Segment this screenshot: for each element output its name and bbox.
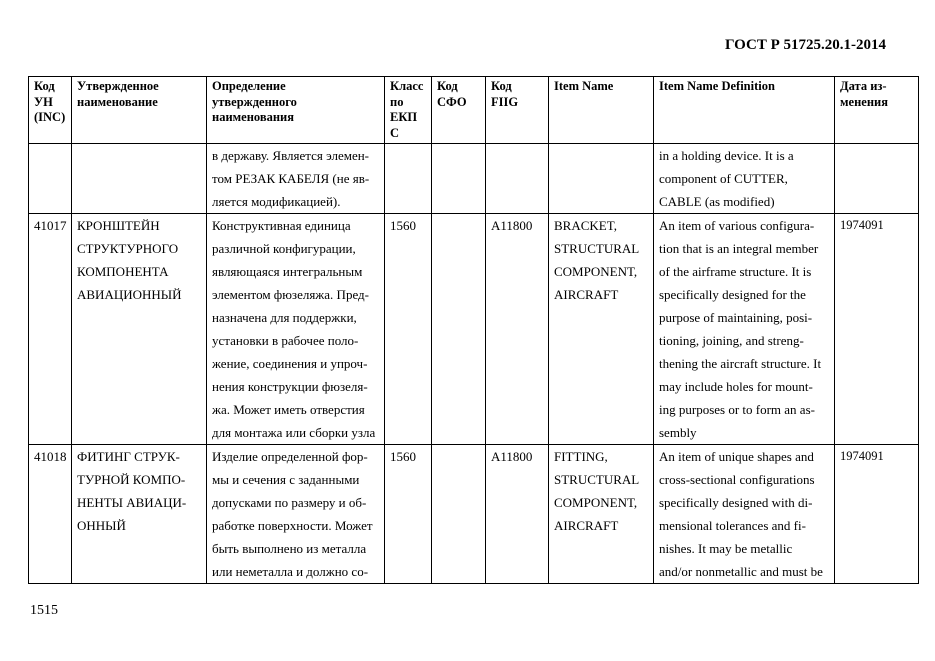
cell-class — [385, 214, 432, 445]
column-header-line: наименование — [77, 94, 158, 109]
column-header-line: Дата из- — [840, 79, 887, 93]
cell-fiig — [486, 445, 549, 584]
cell-date — [835, 445, 919, 584]
cell-item-name — [549, 214, 654, 445]
cell-line: STRUCTURAL — [554, 472, 640, 487]
table-row — [29, 445, 919, 584]
cell-line: ing purposes or to form an as- — [659, 402, 815, 417]
cell-line: tion that is an integral member — [659, 241, 819, 256]
column-header-date — [835, 77, 919, 144]
page-number: 1515 — [30, 603, 58, 618]
cell-line: COMPONENT, — [554, 264, 638, 279]
cell-line: nishes. It may be metallic — [659, 541, 793, 556]
cell-line: работке поверхности. Может — [212, 518, 373, 533]
table-row — [29, 214, 919, 445]
cell-line: ОННЫЙ — [77, 518, 126, 533]
column-header-line: Класс — [390, 79, 424, 93]
cell-line: Изделие определенной фор- — [212, 449, 368, 464]
column-header-line: Код — [437, 79, 458, 93]
column-header-line: менения — [840, 94, 888, 109]
column-header-line: СФО — [437, 94, 467, 109]
cell-line: КРОНШТЕЙН — [77, 218, 160, 233]
column-header-inc — [29, 77, 72, 144]
cell-line: COMPONENT, — [554, 495, 638, 510]
cell-inc — [29, 214, 72, 445]
cell-value: A11800 — [491, 218, 533, 233]
cell-line: cross-sectional configurations — [659, 472, 815, 487]
cell-inc — [29, 144, 72, 214]
column-header-line: Определение — [212, 79, 286, 93]
table-row — [29, 144, 919, 214]
cell-line: specifically designed for the — [659, 287, 806, 302]
cell-line: thening the aircraft structure. It — [659, 356, 822, 371]
cell-inc — [29, 445, 72, 584]
cell-line: STRUCTURAL — [554, 241, 640, 256]
table-body — [29, 144, 919, 584]
cell-line: may include holes for mount- — [659, 379, 813, 394]
column-header-item-definition — [654, 77, 835, 144]
cell-line: CABLE (as modified) — [659, 194, 775, 209]
cell-line: СТРУКТУРНОГО — [77, 241, 179, 256]
cell-line: допусками по размеру и об- — [212, 495, 367, 510]
cell-sfo — [432, 144, 486, 214]
cell-line: для монтажа или сборки узла — [212, 425, 376, 440]
column-header-line: С — [390, 125, 400, 140]
cell-line: ляется модификацией). — [212, 194, 341, 209]
cell-line: AIRCRAFT — [554, 518, 619, 533]
column-header-line: УН — [34, 94, 53, 109]
column-header-name — [72, 77, 207, 144]
cell-line: of the airframe structure. It is — [659, 264, 812, 279]
cell-item-definition — [654, 445, 835, 584]
cell-line: в державу. Является элемен- — [212, 148, 370, 163]
cell-definition — [207, 445, 385, 584]
cell-line: in a holding device. It is a — [659, 148, 794, 163]
cell-value: 1560 — [390, 218, 416, 233]
cell-date — [835, 214, 919, 445]
cell-line: mensional tolerances and fi- — [659, 518, 806, 533]
cell-line: различной конфигурации, — [212, 241, 356, 256]
cell-line: жа. Может иметь отверстия — [212, 402, 365, 417]
column-header-line: Item Name Definition — [659, 79, 775, 93]
cell-value: 1974091 — [840, 449, 884, 463]
cell-line: ФИТИНГ СТРУК- — [77, 449, 180, 464]
column-header-line: (INC) — [34, 110, 66, 124]
cell-value: 41017 — [34, 218, 67, 233]
cell-line: элементом фюзеляжа. Пред- — [212, 287, 369, 302]
cell-name — [72, 214, 207, 445]
cell-line: Конструктивная единица — [212, 218, 351, 233]
column-header-line: Код — [34, 79, 55, 93]
cell-line: жение, соединения и упроч- — [212, 356, 368, 371]
cell-line: АВИАЦИОННЫЙ — [77, 287, 182, 302]
cell-item-definition — [654, 144, 835, 214]
column-header-sfo — [432, 77, 486, 144]
cell-item-name — [549, 144, 654, 214]
cell-class — [385, 445, 432, 584]
nomenclature-table — [28, 76, 919, 584]
cell-value: 1560 — [390, 449, 416, 464]
cell-line: нения конструкции фюзеля- — [212, 379, 368, 394]
column-header-line: ЕКП — [390, 110, 418, 124]
cell-line: component of CUTTER, — [659, 171, 788, 186]
cell-line: and/or nonmetallic and must be — [659, 564, 823, 579]
cell-line: КОМПОНЕНТА — [77, 264, 169, 279]
cell-line: AIRCRAFT — [554, 287, 619, 302]
cell-date — [835, 144, 919, 214]
column-header-item-name — [549, 77, 654, 144]
document-standard-header: ГОСТ Р 51725.20.1-2014 — [725, 37, 887, 53]
column-header-class — [385, 77, 432, 144]
cell-value: 41018 — [34, 449, 67, 464]
column-header-line: по — [390, 94, 404, 109]
cell-definition — [207, 214, 385, 445]
cell-line: BRACKET, — [554, 218, 617, 233]
cell-line: sembly — [659, 425, 697, 440]
column-header-line: Утвержденное — [77, 79, 159, 93]
cell-line: НЕНТЫ АВИАЦИ- — [77, 495, 187, 510]
cell-sfo — [432, 445, 486, 584]
cell-line: быть выполнено из металла — [212, 541, 367, 556]
column-header-definition — [207, 77, 385, 144]
cell-line: том РЕЗАК КАБЕЛЯ (не яв- — [212, 171, 370, 186]
cell-line: FITTING, — [554, 449, 608, 464]
cell-line: или неметалла и должно со- — [212, 564, 369, 579]
column-header-line: утвержденного — [212, 94, 297, 109]
cell-item-definition — [654, 214, 835, 445]
cell-line: являющаяся интегральным — [212, 264, 363, 279]
cell-line: specifically designed with di- — [659, 495, 813, 510]
table-header-row — [29, 77, 919, 144]
cell-definition — [207, 144, 385, 214]
cell-line: ТУРНОЙ КОМПО- — [77, 472, 186, 487]
column-header-line: FIIG — [491, 94, 519, 109]
cell-fiig — [486, 214, 549, 445]
cell-item-name — [549, 445, 654, 584]
cell-value: 1974091 — [840, 218, 884, 232]
column-header-line: Код — [491, 79, 512, 93]
cell-sfo — [432, 214, 486, 445]
cell-line: An item of unique shapes and — [659, 449, 814, 464]
cell-line: tioning, joining, and streng- — [659, 333, 804, 348]
column-header-line: Item Name — [554, 79, 614, 93]
cell-line: An item of various configura- — [659, 218, 815, 233]
column-header-fiig — [486, 77, 549, 144]
cell-line: purpose of maintaining, posi- — [659, 310, 813, 325]
column-header-line: наименования — [212, 110, 295, 124]
cell-class — [385, 144, 432, 214]
cell-name — [72, 445, 207, 584]
cell-line: установки в рабочее поло- — [212, 333, 359, 348]
cell-name — [72, 144, 207, 214]
cell-line: мы и сечения с заданными — [212, 472, 360, 487]
cell-line: назначена для поддержки, — [212, 310, 357, 325]
cell-fiig — [486, 144, 549, 214]
cell-value: A11800 — [491, 449, 533, 464]
